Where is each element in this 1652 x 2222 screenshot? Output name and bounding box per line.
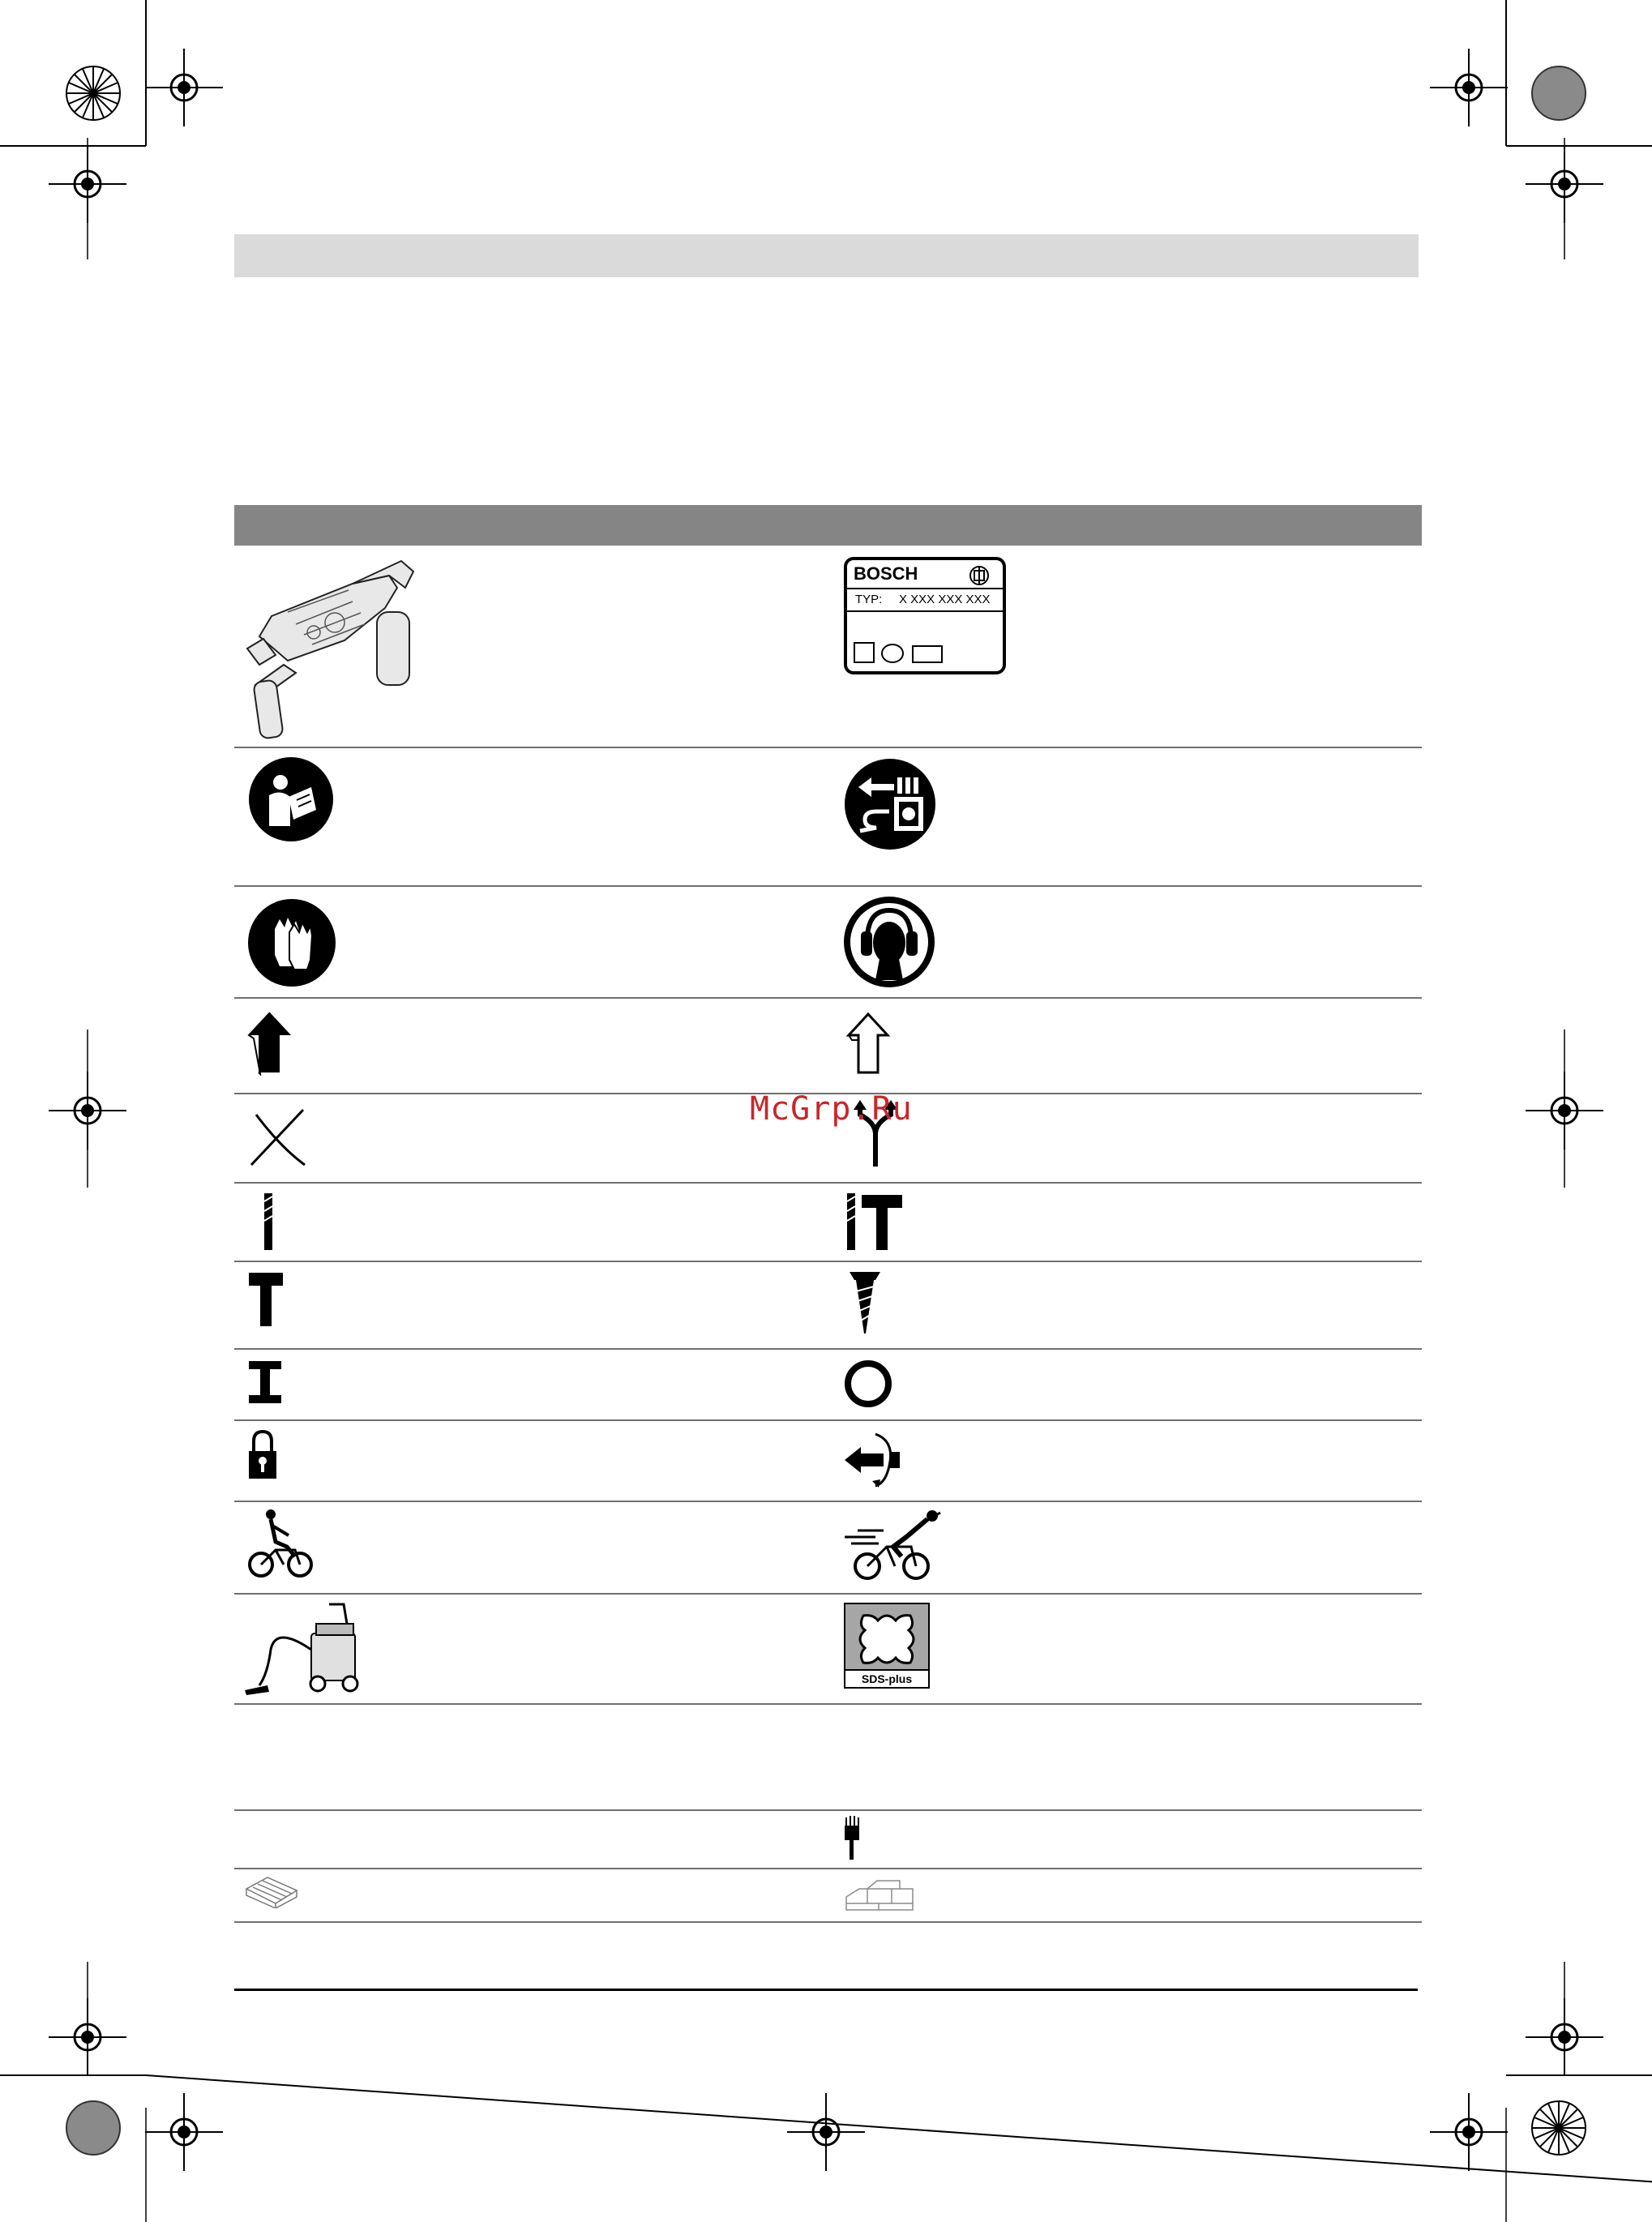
circle-icon [844, 1359, 892, 1408]
hammer-icon [247, 1271, 285, 1328]
outline-arrow-icon [844, 1011, 892, 1076]
row-divider [234, 1593, 1422, 1595]
row-divider [234, 997, 1422, 999]
row-divider [234, 1809, 1422, 1811]
forbidden-x-icon [248, 1107, 310, 1168]
drill-bit-icon [259, 1192, 277, 1252]
nameplate-icon [844, 557, 1006, 674]
nameplate-type-label: TYP: [855, 593, 883, 606]
bosch-logo-icon [969, 565, 990, 586]
read-manual-icon [248, 756, 334, 842]
footer-rule [234, 1989, 1418, 1991]
nameplate-brand: BOSCH [854, 563, 918, 584]
row-divider [234, 885, 1422, 887]
sds-plus-icon [844, 1603, 930, 1689]
watermark: McGrp.Ru [750, 1090, 913, 1128]
rotation-arrow-icon [843, 1429, 901, 1489]
row-divider [234, 1921, 1422, 1923]
wood-icon [243, 1874, 300, 1908]
brush-bit-icon [843, 1816, 861, 1861]
filled-arrow-icon [246, 1011, 294, 1076]
row-divider [234, 1419, 1422, 1421]
cyclist-slow-icon [246, 1508, 315, 1579]
row-divider [234, 747, 1422, 748]
row-divider [234, 1868, 1422, 1869]
unplug-before-work-icon [844, 758, 936, 850]
row-divider [234, 1501, 1422, 1502]
hammer-drill-image [239, 551, 426, 742]
i-beam-icon [247, 1359, 283, 1405]
brick-icon [843, 1874, 918, 1913]
wear-gloves-icon [247, 898, 336, 987]
vacuum-cleaner-icon [243, 1601, 362, 1698]
cyclist-fast-icon [843, 1509, 942, 1581]
nameplate-type-value: X XXX XXX XXX [899, 593, 991, 606]
header-bar-dark [234, 505, 1422, 546]
row-divider [234, 1182, 1422, 1184]
row-divider [234, 1703, 1422, 1705]
header-bar-light [234, 234, 1419, 277]
row-divider [234, 1261, 1422, 1262]
padlock-icon [247, 1430, 278, 1480]
drill-bit-hammer-icon [842, 1192, 904, 1252]
screw-icon [848, 1269, 882, 1335]
sds-plus-label: SDS-plus [845, 1669, 928, 1687]
row-divider [234, 1348, 1422, 1350]
wear-ear-protection-icon [843, 896, 935, 988]
sds-shank-icon [854, 1609, 920, 1669]
